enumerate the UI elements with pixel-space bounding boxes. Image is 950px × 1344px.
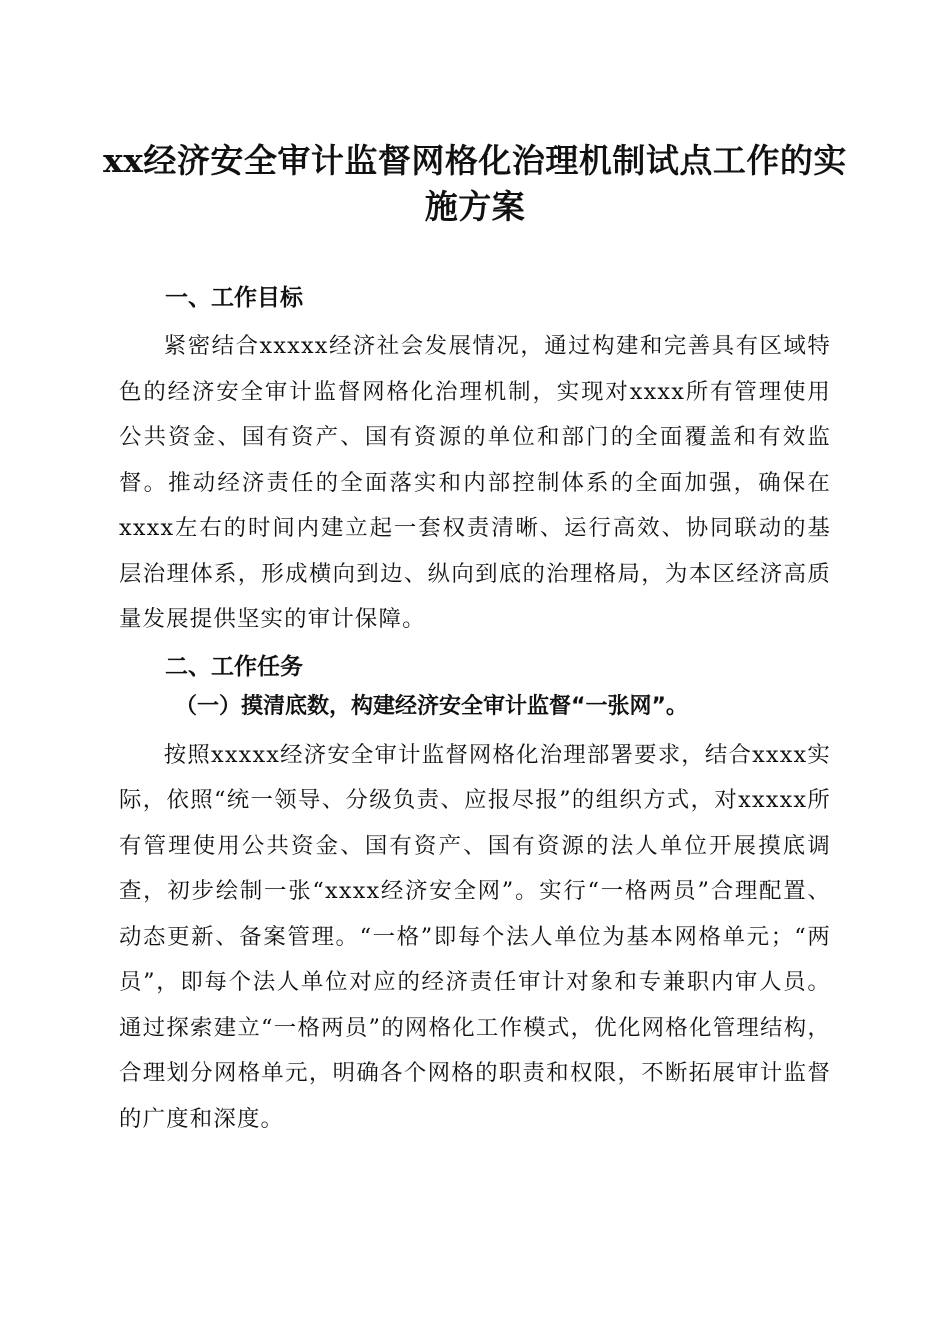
document-body (119, 280, 831, 1142)
section-heading-tasks: 二、工作任务 (165, 653, 303, 680)
section-heading-goals: 一、工作目标 (165, 285, 303, 311)
paragraph-one-network: 按照xxxxx经济安全审计监督网格化治理部署要求，结合xxxx实际，依照“统一领导、分级负责、应报尽报”的组织方式，对xxxxx所有管理使用公共资金、国有资产、国有资源的法人单位开展摸底调查，初步绘制一张“xxxx经济安全网”。实行“一格两员”合理配置、动态更新、备案管理。“一格”即每个法人单位为基本网格单元；“两员”，即每个法人单位对应的经济责任审计对象和专兼职内审人员。通过探索建立“一格两员”的网格化工作模式，优化网格化管理结构，合理划分网格单元，明确各个网格的职责和权限，不断拓展审计监督的广度和深度。 (119, 741, 831, 1132)
document-title: xx经济安全审计监督网格化治理机制试点工作的实施方案 (103, 141, 847, 226)
paragraph-goals: 紧密结合xxxxx经济社会发展情况，通过构建和完善具有区域特色的经济安全审计监督网格化治理机制，实现对xxxx所有管理使用公共资金、国有资产、国有资源的单位和部门的全面覆盖和有效监督。推动经济责任的全面落实和内部控制体系的全面加强，确保在xxxx左右的时间内建立起一套权责清晰、运行高效、协同联动的基层治理体系，形成横向到边、纵向到底的治理格局，为本区经济高质量发展提供坚实的审计保障。 (119, 333, 831, 632)
subsection-heading-one-network: （一）摸清底数，构建经济安全审计监督“一张网”。 (175, 693, 688, 719)
